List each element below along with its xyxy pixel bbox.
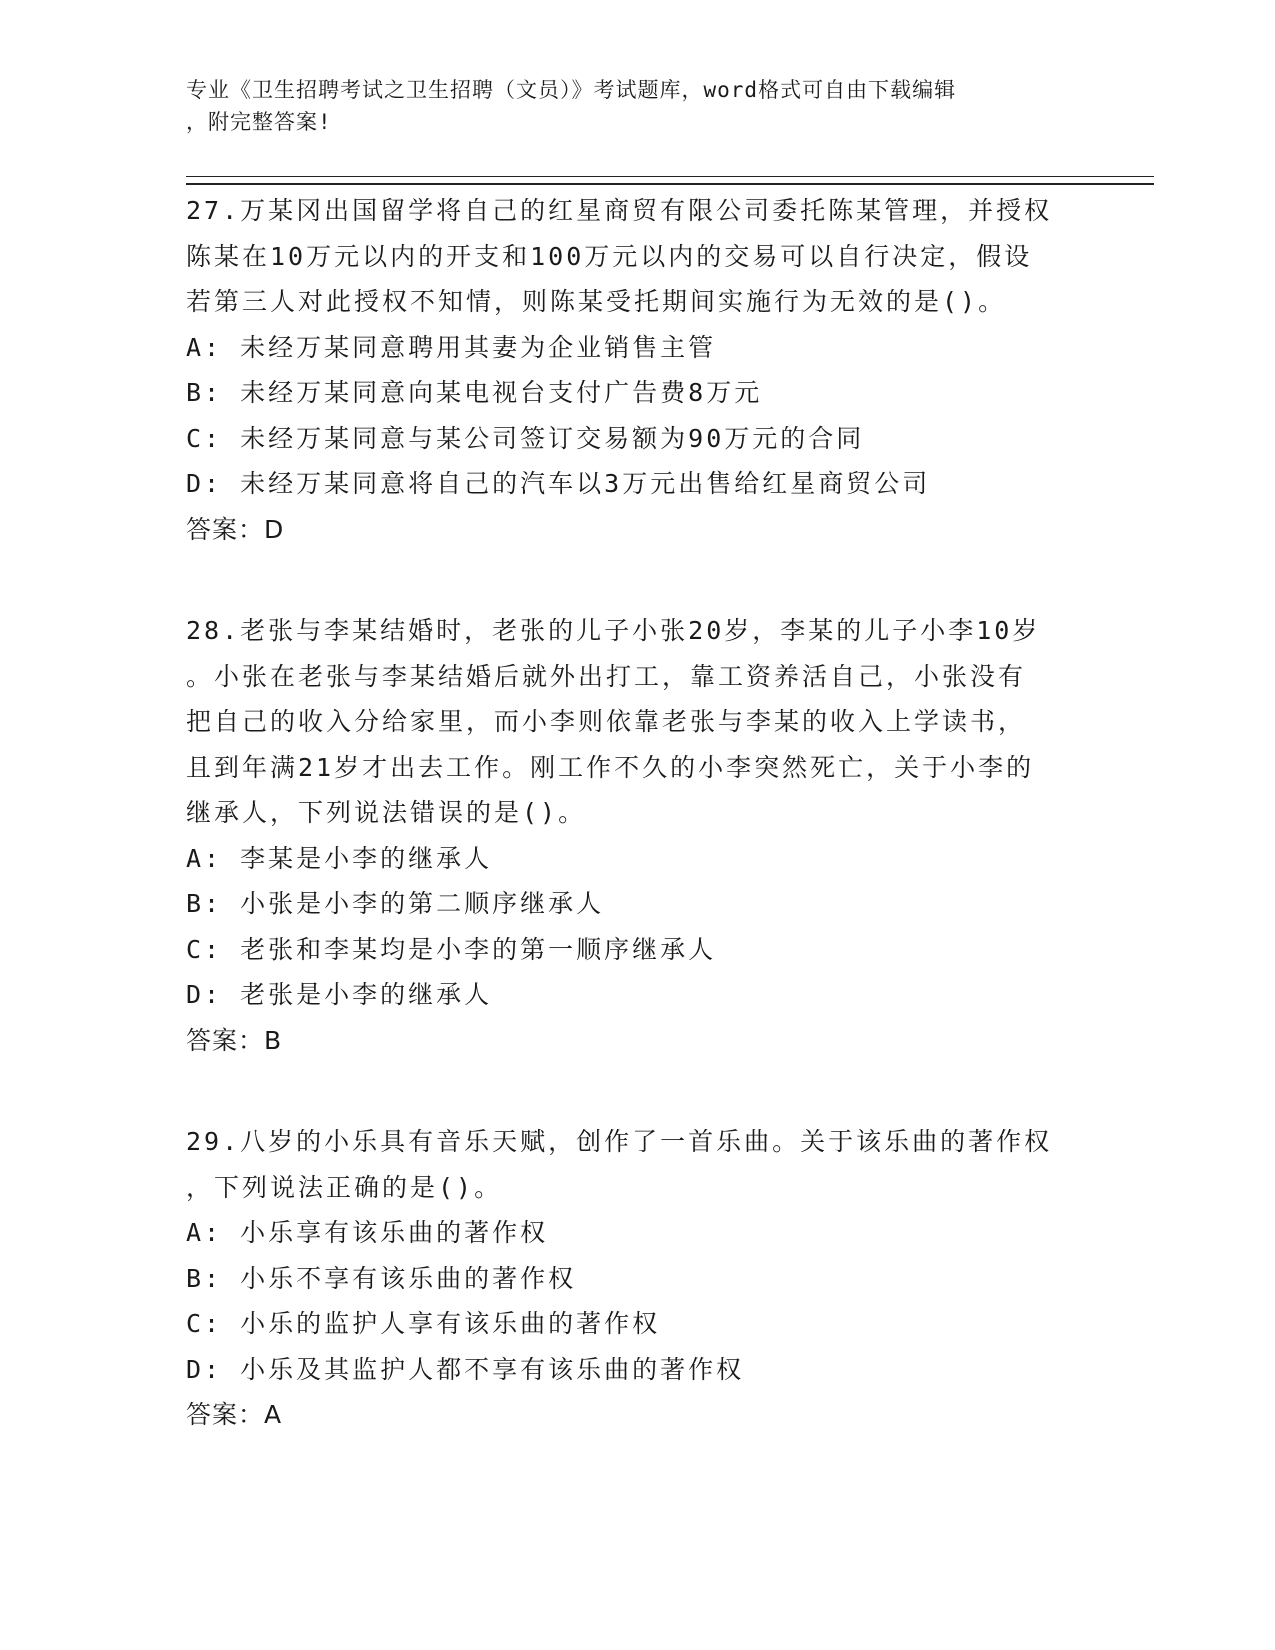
option-c: C: 老张和李某均是小李的第一顺序继承人 (186, 934, 717, 964)
question-stem-line: 27.万某冈出国留学将自己的红星商贸有限公司委托陈某管理，并授权 (186, 196, 1053, 225)
question-stem-line: 把自己的收入分给家里，而小李则依靠老张与李某的收入上学读书， (186, 707, 1027, 736)
header-line-2: ，附完整答案! (186, 110, 332, 134)
question-stem-line: 且到年满21岁才出去工作。刚工作不久的小李突然死亡，关于小李的 (186, 752, 1035, 782)
question-stem-line: 29.八岁的小乐具有音乐天赋，创作了一首乐曲。关于该乐曲的著作权 (186, 1127, 1053, 1156)
option-a: A: 小乐享有该乐曲的著作权 (186, 1218, 549, 1247)
question-stem-line: 若第三人对此授权不知情，则陈某受托期间实施行为无效的是()。 (186, 287, 1007, 316)
answer: 答案：D (186, 514, 285, 544)
option-d: D: 小乐及其监护人都不享有该乐曲的著作权 (186, 1354, 745, 1384)
question-stem-line: ，下列说法正确的是()。 (186, 1172, 503, 1202)
option-b: B: 小乐不享有该乐曲的著作权 (186, 1263, 577, 1293)
option-a: A: 未经万某同意聘用其妻为企业销售主管 (186, 332, 717, 362)
option-b: B: 未经万某同意向某电视台支付广告费8万元 (186, 378, 763, 407)
option-b: B: 小张是小李的第二顺序继承人 (186, 889, 605, 918)
header-divider (186, 176, 1154, 185)
question-stem-line: 陈某在10万元以内的开支和100万元以内的交易可以自行决定，假设 (186, 241, 1033, 271)
option-c: C: 小乐的监护人享有该乐曲的著作权 (186, 1309, 661, 1338)
option-c: C: 未经万某同意与某公司签订交易额为90万元的合同 (186, 423, 865, 453)
question-stem-line: 。小张在老张与李某结婚后就外出打工，靠工资养活自己，小张没有 (186, 661, 1027, 691)
answer: 答案：B (186, 1025, 283, 1055)
option-a: A: 李某是小李的继承人 (186, 843, 493, 873)
question-29 (186, 1119, 1086, 1438)
option-d: D: 未经万某同意将自己的汽车以3万元出售给红星商贸公司 (186, 469, 931, 498)
page-header (186, 74, 1066, 138)
answer: 答案：A (186, 1400, 283, 1429)
option-d: D: 老张是小李的继承人 (186, 980, 493, 1009)
question-27 (186, 188, 1086, 552)
question-28 (186, 608, 1086, 1063)
question-stem-line: 继承人，下列说法错误的是()。 (186, 798, 587, 827)
header-line-1: 专业《卫生招聘考试之卫生招聘（文员）》考试题库，word格式可自由下载编辑 (186, 78, 957, 102)
question-stem-line: 28.老张与李某结婚时，老张的儿子小张20岁，李某的儿子小李10岁 (186, 616, 1041, 645)
question-list (186, 188, 1086, 1494)
